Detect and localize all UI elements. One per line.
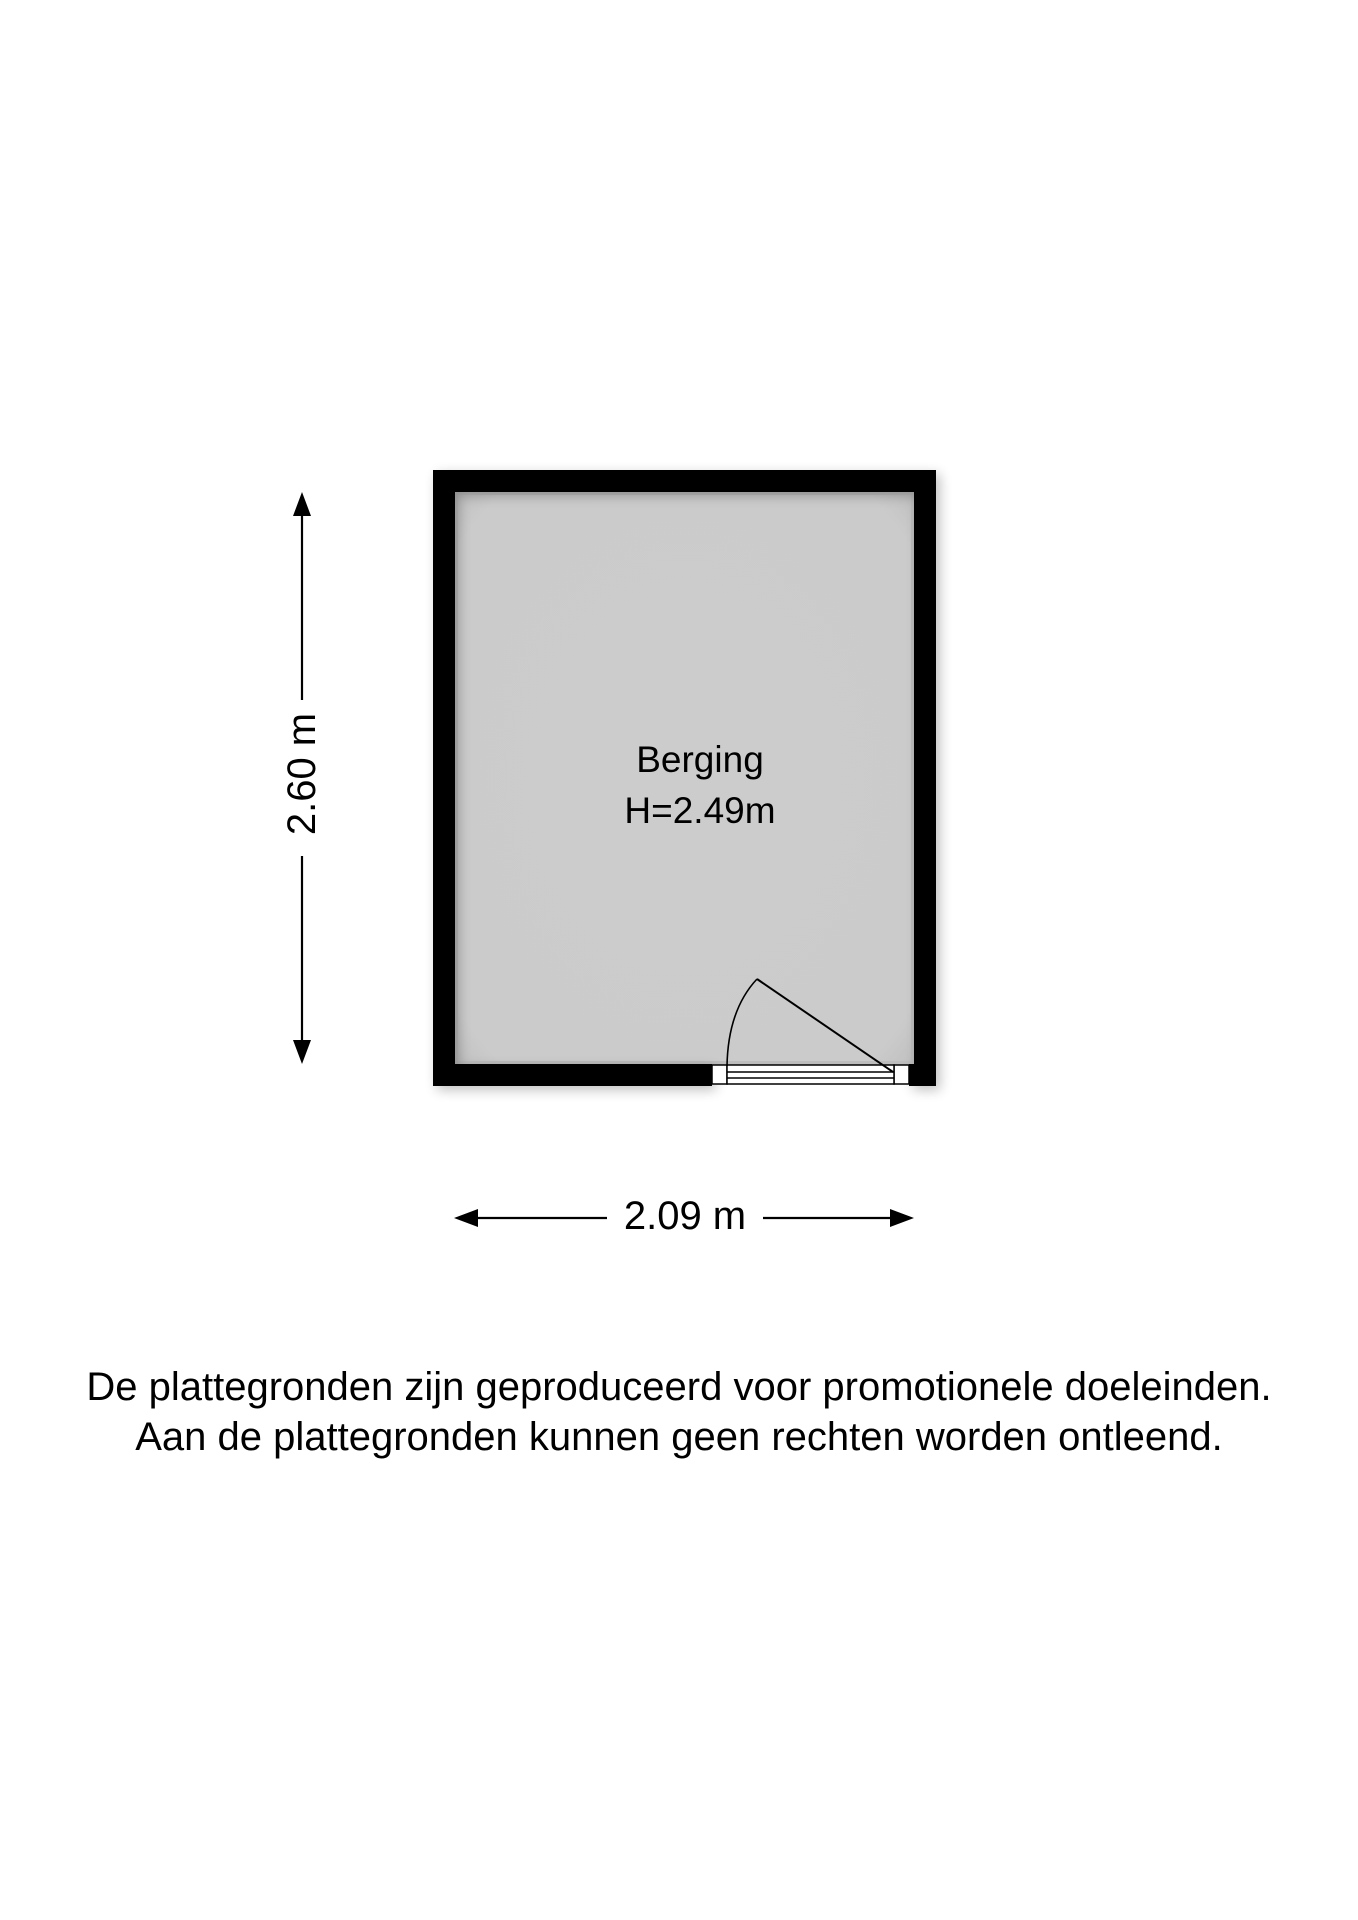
door-frame-right [894, 1065, 909, 1084]
arrow-up-icon [293, 492, 311, 516]
room-height-label: H=2.49m [624, 790, 776, 831]
door-threshold [727, 1065, 894, 1084]
wall-left [433, 470, 455, 1086]
wall-right [914, 470, 936, 1086]
wall-bottom-right [909, 1064, 936, 1086]
arrow-right-icon [890, 1209, 914, 1227]
room-name-label: Berging [636, 739, 764, 780]
wall-top [433, 470, 936, 492]
disclaimer-line-2: Aan de plattegronden kunnen geen rechten worden ontleend. [135, 1415, 1223, 1459]
arrow-down-icon [293, 1040, 311, 1064]
wall-bottom-left [433, 1064, 712, 1086]
door-frame-left [712, 1065, 727, 1084]
width-dimension-label: 2.09 m [612, 1196, 758, 1236]
disclaimer-line-1: De plattegronden zijn geproduceerd voor promotionele doeleinden. [86, 1365, 1272, 1409]
arrow-left-icon [454, 1209, 478, 1227]
height-dimension-label: 2.60 m [282, 704, 322, 844]
